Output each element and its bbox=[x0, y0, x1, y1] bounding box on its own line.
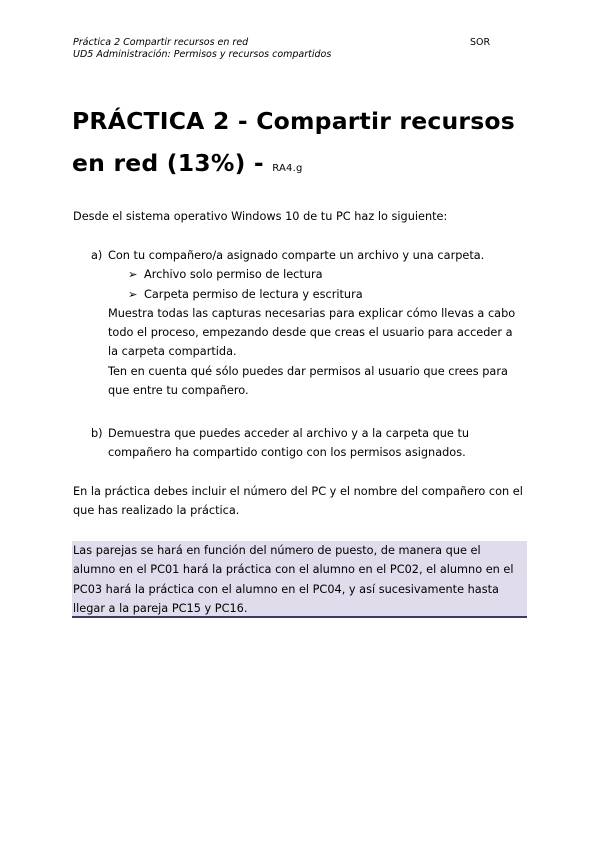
closing-paragraph: En la práctica debes incluir el número del PC y el nombre del compañero con el que has realizado la práctica. bbox=[73, 485, 523, 518]
title-text: PRÁCTICA 2 - Compartir recursos en red (13%) - bbox=[72, 107, 515, 177]
note-box bbox=[72, 541, 527, 618]
arrow-bullet-icon: ➢ bbox=[128, 268, 138, 282]
item-b-label: b) bbox=[91, 427, 103, 440]
bullet-item bbox=[108, 265, 526, 284]
item-a-extra-1: Muestra todas las capturas necesarias para explicar cómo llevas a cabo todo el proceso, empezando desde que creas el usuario para acceder a la carpeta compartida. bbox=[108, 306, 516, 359]
bullet-item bbox=[108, 285, 526, 304]
intro-paragraph: Desde el sistema operativo Windows 10 de tu PC haz lo siguiente: bbox=[73, 210, 448, 223]
title-tag: RA4.g bbox=[272, 163, 303, 174]
item-b-text: Demuestra que puedes acceder al archivo y a la carpeta que tu compañero ha compartido contigo con los permisos asignados. bbox=[108, 427, 470, 460]
page-header bbox=[73, 37, 331, 61]
item-a-text: Con tu compañero/a asignado comparte un archivo y una carpeta. bbox=[108, 249, 485, 262]
bullet-text: Archivo solo permiso de lectura bbox=[144, 268, 323, 282]
page-title bbox=[72, 100, 532, 190]
note-text: Las parejas se hará en función del número de puesto, de manera que el alumno en el PC01 hará la práctica con el alumno en el PC02, el alumno en el PC03 hará la práctica con el alumno en el PC04, y así sucesivamente hasta llegar a la pareja PC15 y PC16. bbox=[73, 544, 514, 615]
header-course: Práctica 2 Compartir recursos en red bbox=[73, 37, 249, 48]
header-unit: UD5 Administración: Permisos y recursos compartidos bbox=[73, 49, 332, 60]
bullet-text: Carpeta permiso de lectura y escritura bbox=[144, 287, 363, 301]
item-a bbox=[108, 246, 526, 400]
arrow-bullet-icon: ➢ bbox=[128, 287, 138, 301]
item-a-label: a) bbox=[91, 249, 103, 262]
header-subject: SOR bbox=[470, 37, 491, 48]
item-b bbox=[108, 424, 526, 463]
item-a-extra-2: Ten en cuenta qué sólo puedes dar permisos al usuario que crees para que entre tu compañero. bbox=[108, 364, 508, 398]
